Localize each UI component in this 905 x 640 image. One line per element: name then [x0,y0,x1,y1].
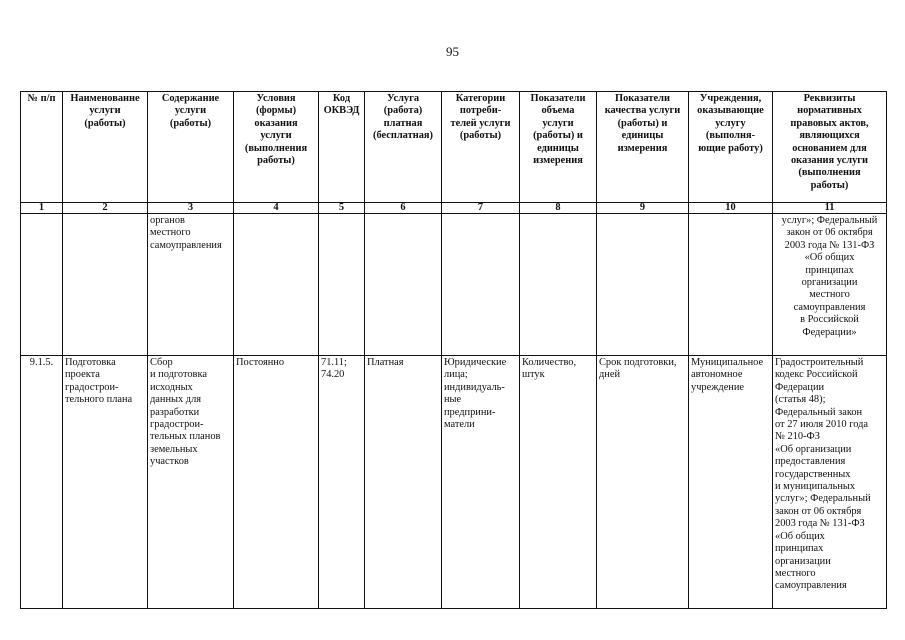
column-header-1: № п/п [21,92,63,203]
okved-code: 71.11; 74.20 [319,356,365,609]
table-cell [365,214,442,356]
column-header-2: Наименованне услуги (работы) [63,92,148,203]
quality-indicators: Срок подготовки, дней [597,356,689,609]
column-number-2: 2 [63,203,148,214]
table-cell [319,214,365,356]
providing-institution: Муниципальное автономное учреждение [689,356,773,609]
service-name: Подготовка проекта градострои- тельного плана [63,356,148,609]
table-cell [597,214,689,356]
column-number-8: 8 [520,203,597,214]
table-cell [63,214,148,356]
column-header-4: Условия (формы) оказания услуги (выполнения работы) [234,92,319,203]
column-header-11: Реквизиты нормативных правовых актов, являющихся основанием для оказания услуги (выполнения работы) [773,92,887,203]
services-table [20,91,887,609]
service-conditions: Постоянно [234,356,319,609]
column-number-9: 9 [597,203,689,214]
column-header-8: Показатели объема услуги (работы) и единицы измерения [520,92,597,203]
table-cell [442,214,520,356]
column-header-10: Учреждения, оказывающие услугу (выполня- ющие работу) [689,92,773,203]
consumer-categories: Юридические лица; индивидуаль- ные предприни- матели [442,356,520,609]
column-header-6: Услуга (работа) платная (бесплатная) [365,92,442,203]
column-header-7: Категории потреби- телей услуги (работы) [442,92,520,203]
table-row [21,356,887,609]
service-content: Сбор и подготовка исходных данных для разработки градострои- тельных планов земельных участков [148,356,234,609]
column-header-5: Код ОКВЭД [319,92,365,203]
column-number-6: 6 [365,203,442,214]
column-number-3: 3 [148,203,234,214]
table-cell [689,214,773,356]
page-number: 95 [446,44,459,59]
volume-indicators: Количество, штук [520,356,597,609]
paid-status: Платная [365,356,442,609]
column-number-1: 1 [21,203,63,214]
header-row [21,92,887,203]
column-header-3: Содержание услуги (работы) [148,92,234,203]
row-number: 9.1.5. [21,356,63,609]
legal-acts: Градостроительный кодекс Российской Федерации (статья 48); Федеральный закон от 27 июля 2010 года № 210-ФЗ «Об организации предоставления государственных и муниципальных услуг»; Федеральный закон от 06 октября 2003 года № 131-ФЗ «Об общих принципах организации местного самоуправления [773,356,887,609]
table-cell [520,214,597,356]
column-number-row [21,203,887,214]
column-number-7: 7 [442,203,520,214]
column-number-5: 5 [319,203,365,214]
table-cell [21,214,63,356]
column-number-11: 11 [773,203,887,214]
table-cell [234,214,319,356]
column-number-4: 4 [234,203,319,214]
table-cell: услуг»; Федеральный закон от 06 октября 2003 года № 131-ФЗ «Об общих принципах организации местного самоуправления в Российской Федерации» [773,214,887,356]
table-cell: органов местного самоуправления [148,214,234,356]
continuation-row [21,214,887,356]
column-number-10: 10 [689,203,773,214]
column-header-9: Показатели качества услуги (работы) и единицы измерения [597,92,689,203]
